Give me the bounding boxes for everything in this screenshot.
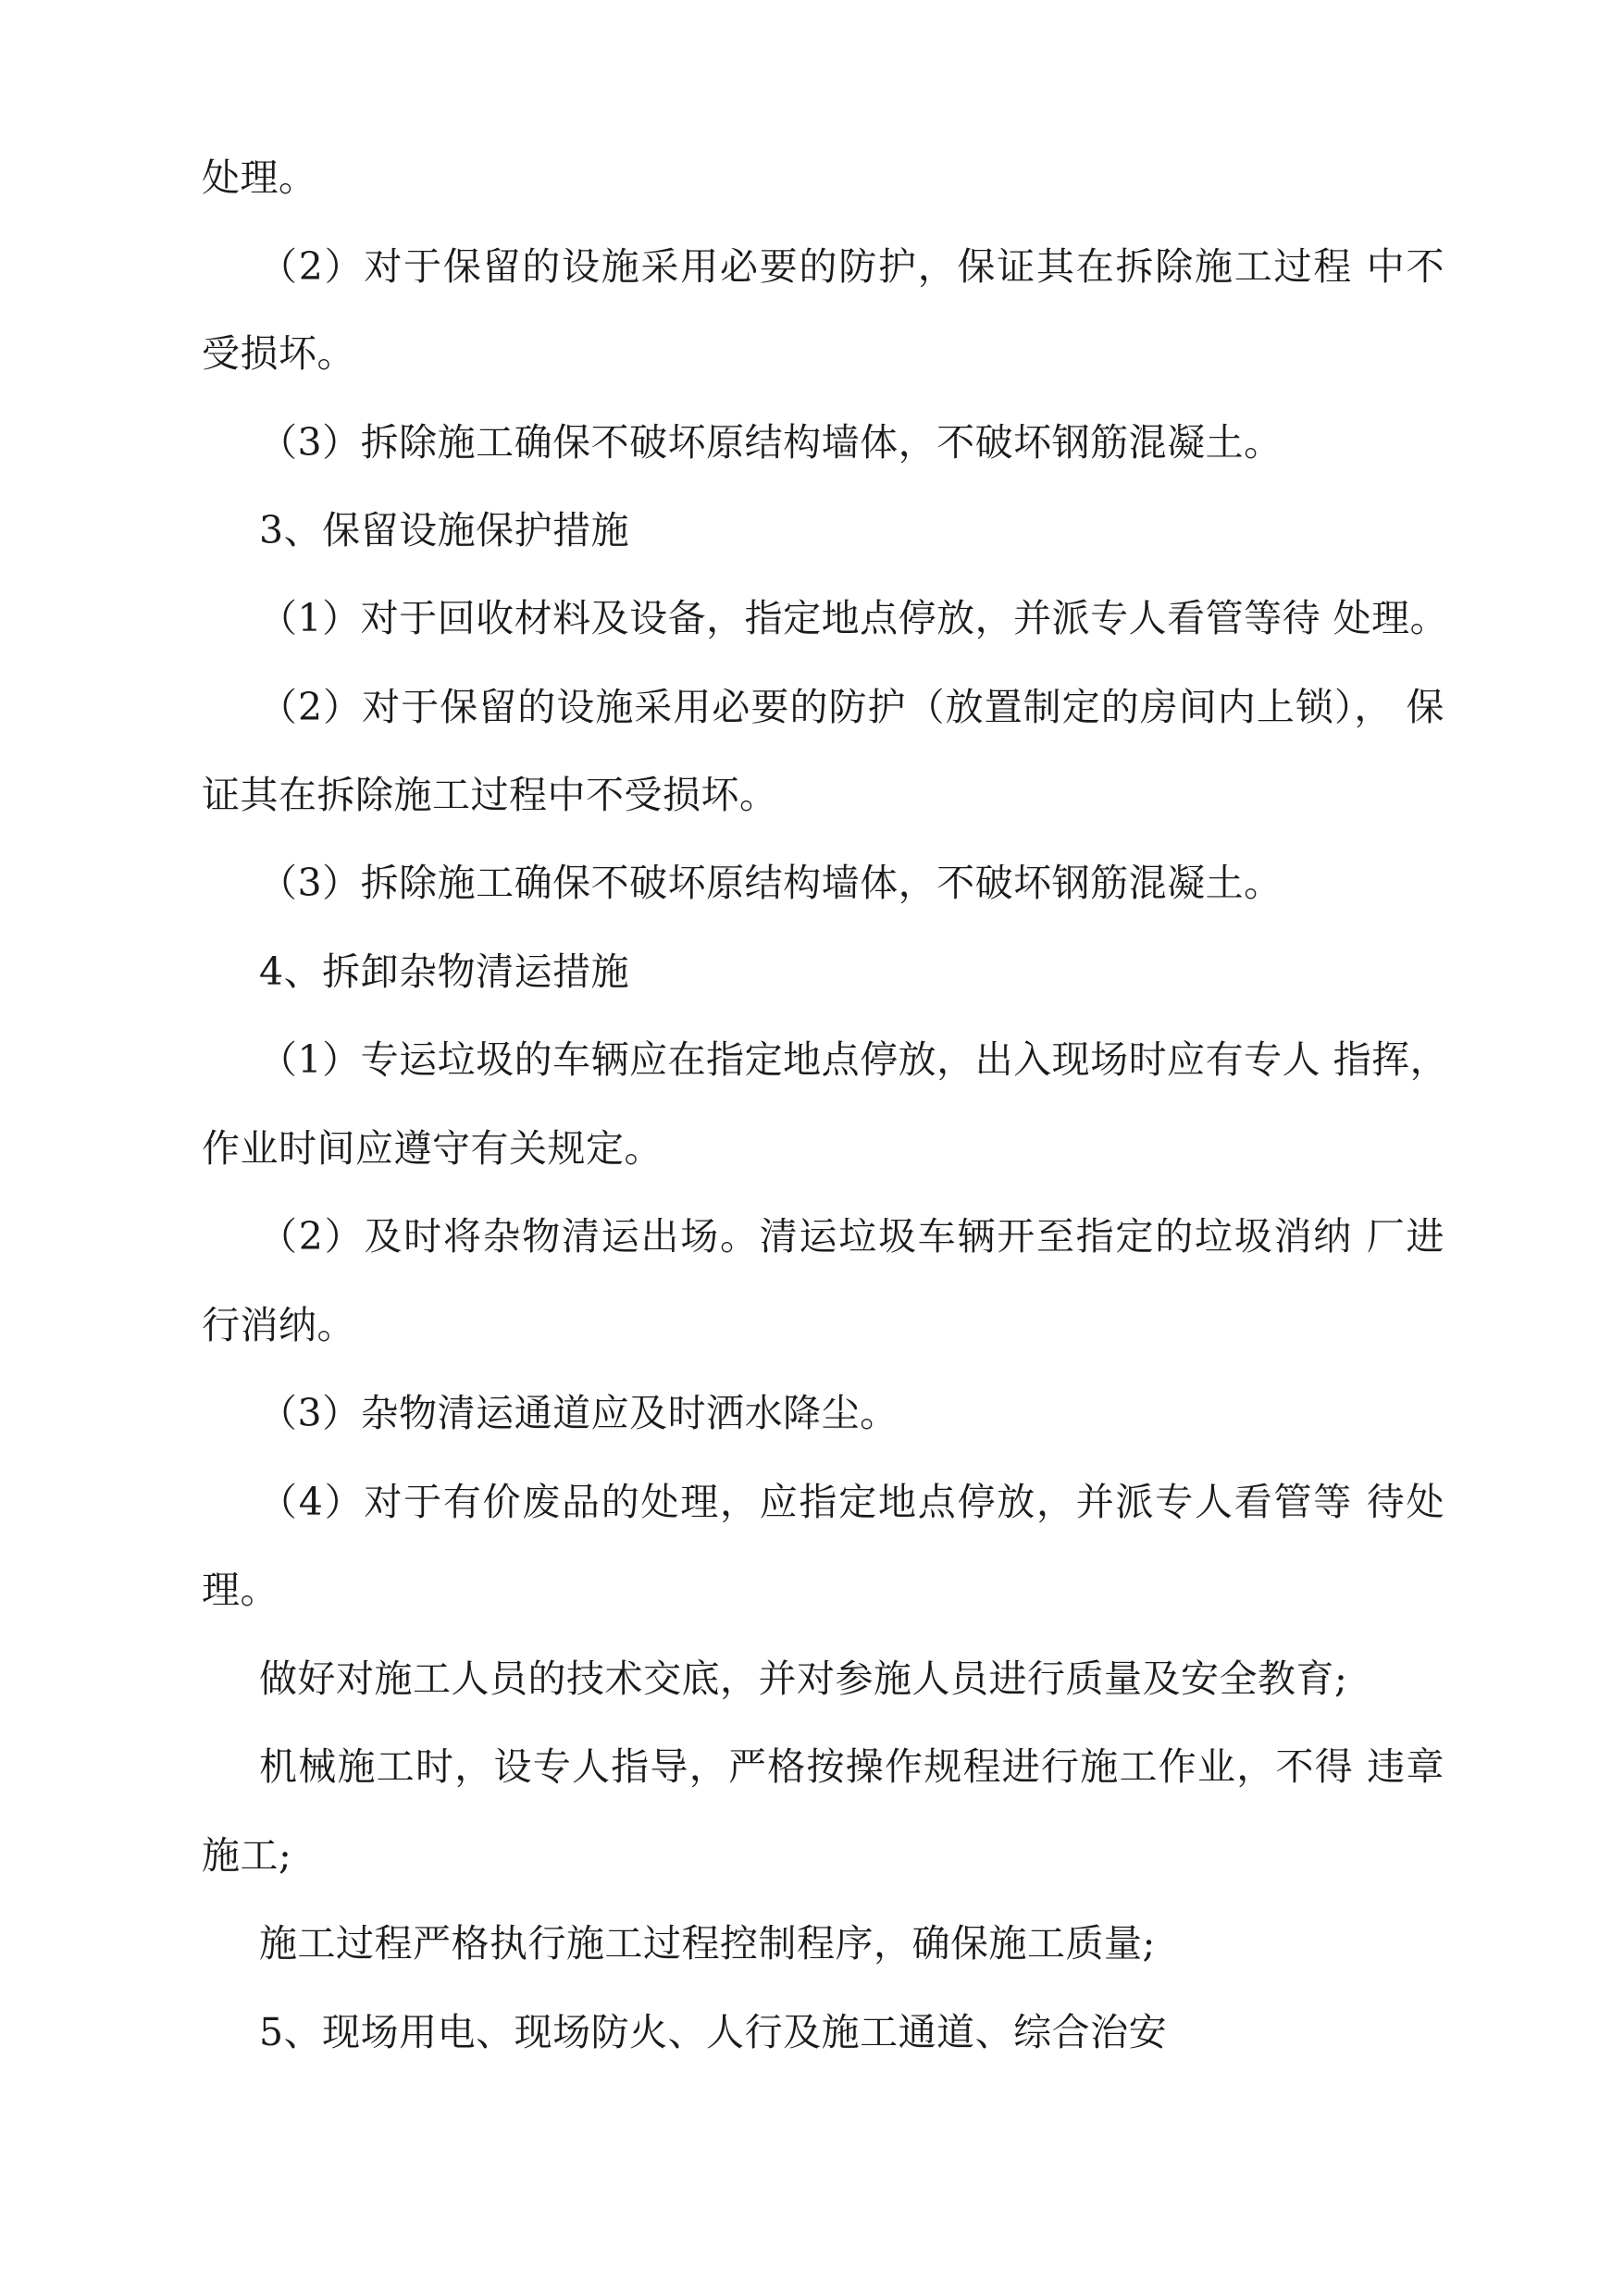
text-line-continuation: 受损坏。	[202, 331, 355, 376]
list-item-3: （3）拆除施工确保不破坏原结构墙体，不破坏钢筋混凝土。	[259, 420, 1283, 465]
text-line-continuation: 施工;	[202, 1833, 292, 1878]
text-line-continuation: 作业时间应遵守有关规定。	[202, 1126, 663, 1171]
text-line-continuation: 处理。	[202, 155, 317, 200]
list-item-1: （1）专运垃圾的车辆应在指定地点停放，出入现场时应有专人 指挥，	[259, 1037, 1449, 1082]
list-item-4: （4）对于有价废品的处理，应指定地点停放，并派专人看管等 待处	[259, 1480, 1444, 1524]
text-line-continuation: 证其在拆除施工过程中不受损坏。	[202, 773, 778, 817]
list-item-3: （3）拆除施工确保不破坏原结构墙体，不破坏钢筋混凝土。	[259, 861, 1283, 905]
paragraph: 做好对施工人员的技术交底，并对参施人员进行质量及安全教育;	[259, 1656, 1348, 1701]
section-heading-4: 4、拆卸杂物清运措施	[259, 949, 630, 994]
list-item-1: （1）对于回收材料及设备，指定地点停放，并派专人看管等待 处理。	[259, 596, 1449, 640]
section-heading-3: 3、保留设施保护措施	[259, 508, 630, 552]
list-item-2: （2）对于保留的设施采用必要的防护，保证其在拆除施工过程 中不	[259, 244, 1444, 289]
section-heading-5: 5、现场用电、现场防火、人行及施工通道、综合治安	[259, 2010, 1168, 2054]
text-line-continuation: 行消纳。	[202, 1303, 355, 1347]
list-item-2: （2）对于保留的设施采用必要的防护（放置制定的房间内上锁）， 保	[259, 685, 1444, 729]
list-item-3: （3）杂物清运通道应及时洒水降尘。	[259, 1391, 899, 1435]
paragraph: 机械施工时，设专人指导，严格按操作规程进行施工作业，不得 违章	[259, 1744, 1444, 1789]
paragraph: 施工过程严格执行施工过程控制程序，确保施工质量;	[259, 1921, 1156, 1966]
text-line-continuation: 理。	[202, 1568, 279, 1612]
list-item-2: （2）及时将杂物清运出场。清运垃圾车辆开至指定的垃圾消纳 厂进	[259, 1214, 1444, 1259]
